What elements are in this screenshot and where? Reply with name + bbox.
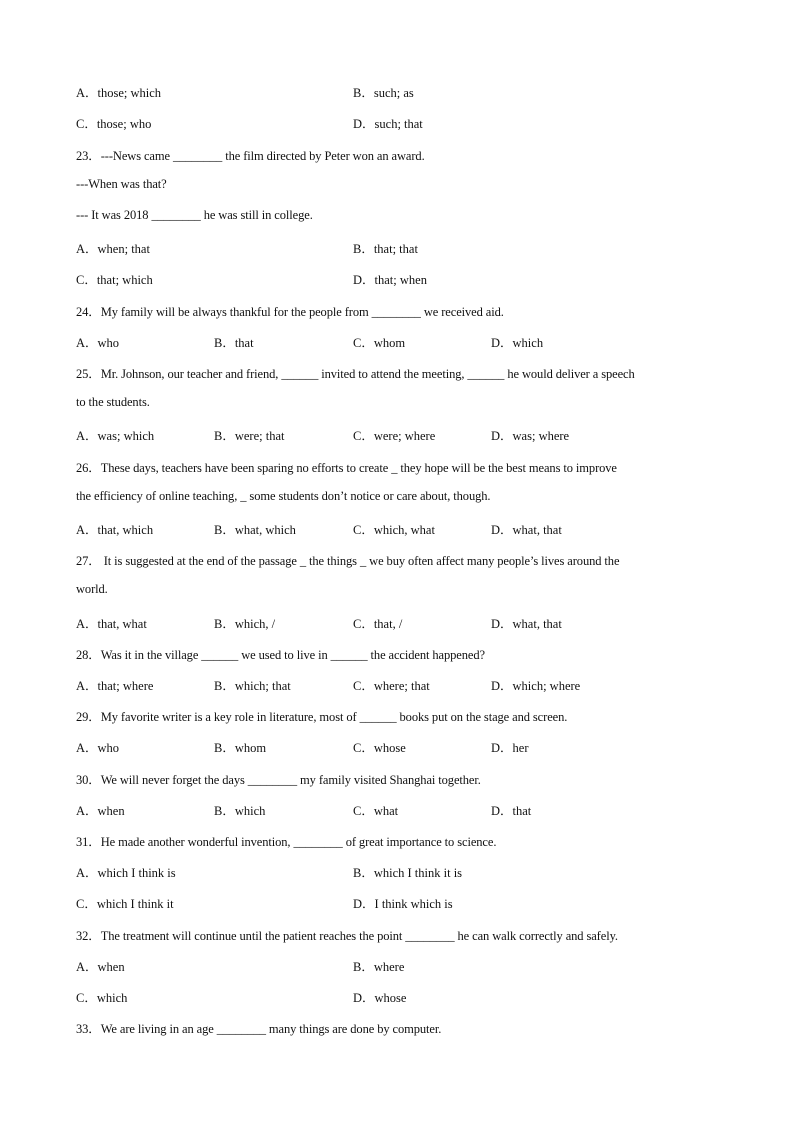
- q27-option-a: A．that, what: [76, 617, 147, 631]
- question-23-line-2: ---When was that?: [76, 177, 167, 191]
- question-28: 28．Was it in the village ______ we used to live in ______ the accident happened?: [76, 648, 485, 662]
- q24-option-d: D．which: [491, 336, 544, 350]
- question-23: 23．---News came ________ the film directed by Peter won an award.: [76, 149, 425, 163]
- question-31: 31．He made another wonderful invention, ________ of great importance to science.: [76, 835, 497, 849]
- q26-option-c: C．which, what: [353, 523, 435, 537]
- q30-option-a: A．when: [76, 804, 125, 818]
- q32-option-d: D．whose: [353, 991, 407, 1005]
- q25-option-b: B．were; that: [214, 429, 285, 443]
- question-24: 24．My family will be always thankful for the people from ________ we received aid.: [76, 305, 504, 319]
- question-30: 30．We will never forget the days ________ my family visited Shanghai together.: [76, 773, 481, 787]
- q26-option-d: D．what, that: [491, 523, 562, 537]
- question-23-line-3: --- It was 2018 ________ he was still in college.: [76, 208, 313, 222]
- q29-option-c: C．whose: [353, 741, 406, 755]
- q31-option-c: C．which I think it: [76, 897, 174, 911]
- q23-option-c: C．that; which: [76, 273, 153, 287]
- q31-option-d: D．I think which is: [353, 897, 453, 911]
- q28-option-c: C．where; that: [353, 679, 430, 693]
- q31-option-a: A．which I think is: [76, 866, 176, 880]
- q32-option-a: A．when: [76, 960, 125, 974]
- question-27: 27． It is suggested at the end of the passage _ the things _ we buy often affect many people’s lives around the: [76, 554, 620, 568]
- q23-option-a: A．when; that: [76, 242, 150, 256]
- q28-option-d: D．which; where: [491, 679, 581, 693]
- q24-option-c: C．whom: [353, 336, 406, 350]
- q30-option-c: C．what: [353, 804, 399, 818]
- question-27-line-2: world.: [76, 582, 108, 596]
- option-b: B．such; as: [353, 86, 414, 100]
- q26-option-b: B．what, which: [214, 523, 296, 537]
- question-29: 29．My favorite writer is a key role in literature, most of ______ books put on the stage and screen.: [76, 710, 568, 724]
- question-26-line-2: the efficiency of online teaching, _ some students don’t notice or care about, though.: [76, 489, 491, 503]
- q27-option-c: C．that, /: [353, 617, 403, 631]
- q30-option-b: B．which: [214, 804, 266, 818]
- option-a: A．those; which: [76, 86, 162, 100]
- q27-option-b: B．which, /: [214, 617, 276, 631]
- question-32: 32．The treatment will continue until the patient reaches the point ________ he can walk correctly and safely.: [76, 929, 618, 943]
- q24-option-b: B．that: [214, 336, 254, 350]
- q26-option-a: A．that, which: [76, 523, 154, 537]
- q28-option-a: A．that; where: [76, 679, 154, 693]
- q27-option-d: D．what, that: [491, 617, 562, 631]
- q29-option-b: B．whom: [214, 741, 267, 755]
- q25-option-a: A．was; which: [76, 429, 155, 443]
- q23-option-d: D．that; when: [353, 273, 427, 287]
- q25-option-c: C．were; where: [353, 429, 436, 443]
- q32-option-c: C．which: [76, 991, 128, 1005]
- option-d: D．such; that: [353, 117, 423, 131]
- q25-option-d: D．was; where: [491, 429, 570, 443]
- q28-option-b: B．which; that: [214, 679, 291, 693]
- question-25-line-2: to the students.: [76, 395, 150, 409]
- q31-option-b: B．which I think it is: [353, 866, 463, 880]
- q32-option-b: B．where: [353, 960, 405, 974]
- q30-option-d: D．that: [491, 804, 532, 818]
- option-c: C．those; who: [76, 117, 152, 131]
- question-26: 26．These days, teachers have been sparing no efforts to create _ they hope will be the best means to improve: [76, 461, 617, 475]
- q23-option-b: B．that; that: [353, 242, 418, 256]
- q29-option-d: D．her: [491, 741, 529, 755]
- question-25: 25．Mr. Johnson, our teacher and friend, ______ invited to attend the meeting, ______ he would deliver a speech: [76, 367, 635, 381]
- question-33: 33．We are living in an age ________ many things are done by computer.: [76, 1022, 442, 1036]
- q24-option-a: A．who: [76, 336, 120, 350]
- q29-option-a: A．who: [76, 741, 120, 755]
